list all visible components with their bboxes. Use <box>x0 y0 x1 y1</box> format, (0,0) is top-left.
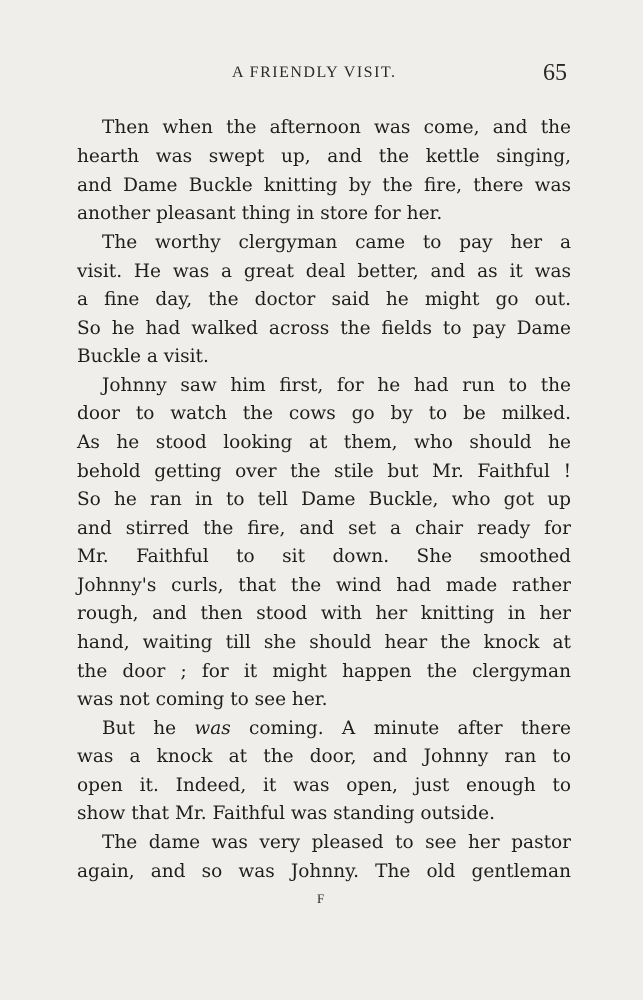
text-line: again, and so was Johnny. The old gentleman <box>77 861 571 882</box>
page-number: 65 <box>543 60 567 86</box>
text-line: another pleasant thing in store for her. <box>77 203 443 224</box>
text-line: Mr. Faithful to sit down. She smoothed <box>77 546 571 567</box>
text-line: visit. He was a great deal better, and as it was <box>77 261 571 282</box>
text-line: was not coming to see her. <box>77 689 328 710</box>
running-title: A FRIENDLY VISIT. <box>232 64 397 81</box>
text-line: open it. Indeed, it was open, just enough to <box>77 775 571 796</box>
text-line: Johnny's curls, that the wind had made rather <box>77 575 571 596</box>
text-line: behold getting over the stile but Mr. Faithful ! <box>77 461 571 482</box>
text-line: and Dame Buckle knitting by the fire, there was <box>77 175 571 196</box>
text-line: The worthy clergyman came to pay her a <box>102 232 571 253</box>
text-line: the door ; for it might happen the clergyman <box>77 661 571 682</box>
text-line: and stirred the fire, and set a chair ready for <box>77 518 571 539</box>
line-prefix: But he <box>102 718 195 739</box>
text-line: show that Mr. Faithful was standing outside. <box>77 803 495 824</box>
text-line: door to watch the cows go by to be milked. <box>77 403 571 424</box>
text-line: The dame was very pleased to see her pastor <box>102 832 571 853</box>
text-line: Buckle a visit. <box>77 346 209 367</box>
signature-mark: F <box>317 891 325 906</box>
text-line: So he had walked across the fields to pay Dame <box>77 318 571 339</box>
text-line: hand, waiting till she should hear the knock at <box>77 632 571 653</box>
text-line: a fine day, the doctor said he might go out. <box>77 289 571 310</box>
text-line: hearth was swept up, and the kettle singing, <box>77 146 571 167</box>
line-suffix: A minute after there <box>341 718 571 739</box>
emphasis: was <box>194 718 231 739</box>
text-line: was a knock at the door, and Johnny ran to <box>77 746 571 767</box>
text-line: Johnny saw him first, for he had run to the <box>102 375 571 396</box>
text-line: Then when the afternoon was come, and the <box>102 117 571 138</box>
text-line: So he ran in to tell Dame Buckle, who got up <box>77 489 571 510</box>
line-middle: coming. <box>230 718 342 739</box>
text-line: rough, and then stood with her knitting in her <box>77 603 571 624</box>
text-line-italic <box>102 715 571 743</box>
text-line: As he stood looking at them, who should he <box>77 432 571 453</box>
